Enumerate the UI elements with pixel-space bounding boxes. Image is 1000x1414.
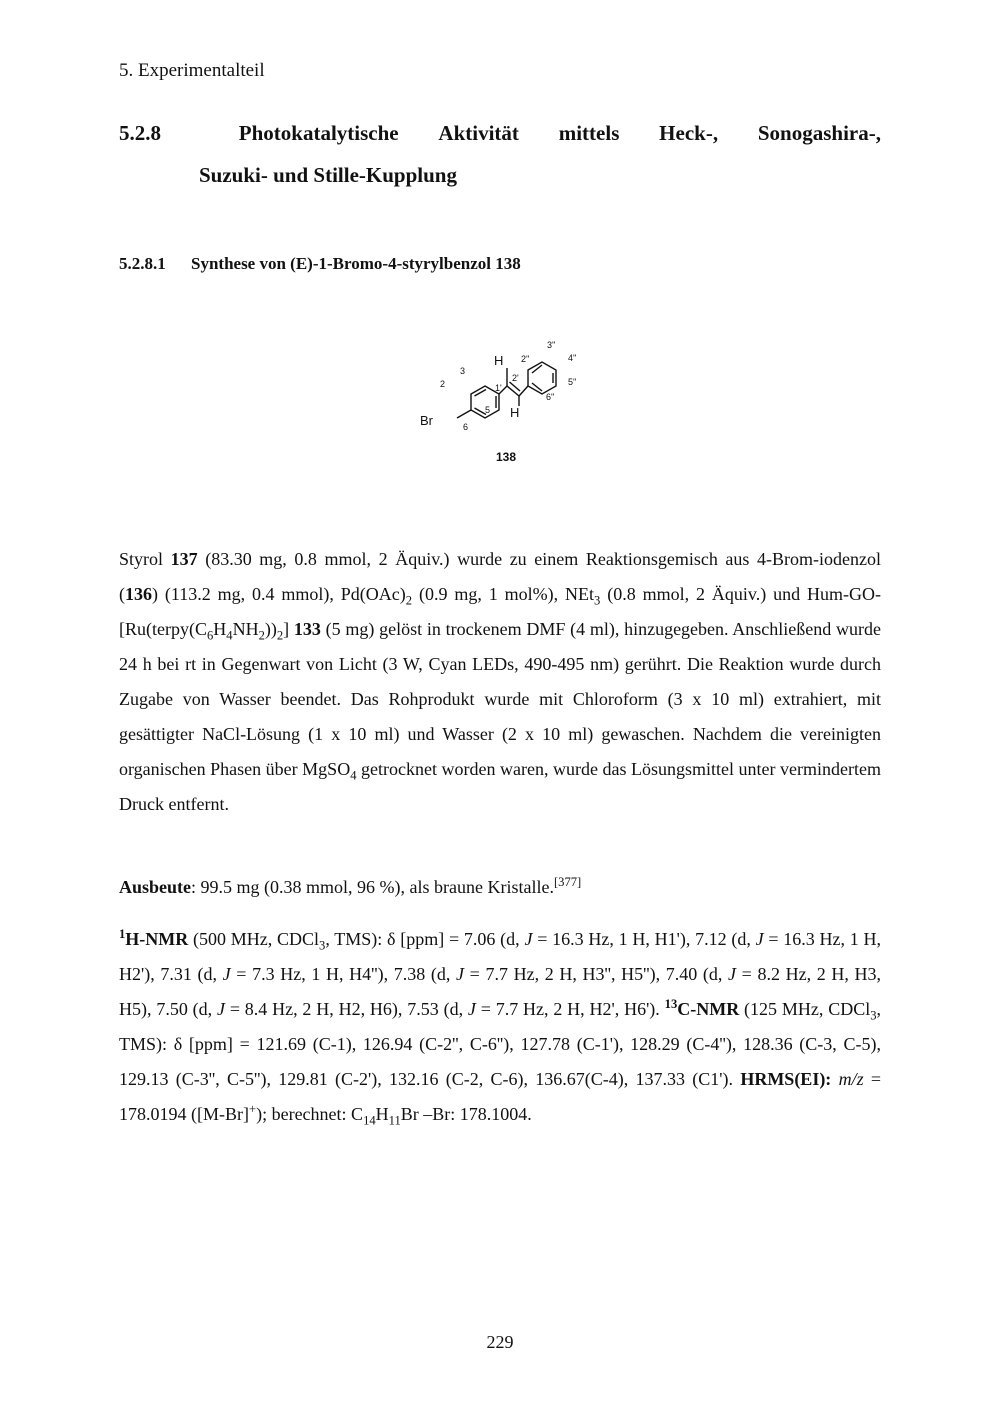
subscript: 3 [594, 593, 601, 608]
yield-label: Ausbeute [119, 877, 192, 897]
ms-label: HRMS(EI): [740, 1069, 832, 1089]
page-number: 229 [486, 1332, 514, 1352]
text: = 16.3 Hz, 1 H, H2'), 7.31 (d, [119, 929, 882, 984]
locant: 5 [485, 405, 491, 415]
superscript: 1 [119, 927, 126, 941]
nmr-label: H-NMR [125, 929, 189, 949]
text: = 16.3 Hz, 1 H, H1'), 7.12 (d, [532, 929, 756, 949]
text: ); berechnet: C [256, 1104, 364, 1124]
coupling-symbol: J [755, 929, 764, 949]
text: (5 mg) gelöst in trockenem DMF (4 ml), hinzugegeben. Anschließend wurde 24 h bei rt in Gegenwart von Licht (3 W, Cyan LEDs, 490-495 nm) gerührt. Die Reaktion wurde durch Zugabe von Wasser beendet. Das Rohprodukt wurde mit Chloroform (3 x 10 ml) extrahiert, mit gesättigter NaCl-Lösung (1 x 10 ml) und Wasser (2 x 10 ml) gewaschen. Nachdem die vereinigten organischen Phasen über MgSO [119, 619, 881, 779]
citation: [377] [553, 875, 582, 889]
yield-paragraph [119, 870, 881, 905]
text: = 7.3 Hz, 1 H, H4''), 7.38 (d, [230, 964, 457, 984]
nmr-label: C-NMR [677, 999, 740, 1019]
bromine-label: Br [420, 413, 433, 428]
subsection-title: Synthese von (E)-1-Bromo-4-styrylbenzol 138 [191, 254, 521, 273]
text: = 7.7 Hz, 2 H, H2', H6'). [475, 999, 665, 1019]
locant: 6'' [546, 392, 555, 402]
ring-b [528, 362, 556, 394]
coupling-symbol: J [456, 964, 465, 984]
text: ] [283, 619, 294, 639]
superscript: 13 [664, 997, 678, 1011]
subscript: 2 [405, 593, 413, 608]
subscript: 11 [388, 1113, 401, 1128]
text: , TMS): δ [ppm] = 121.69 (C-1), 126.94 (C-2'', C-6''), 127.78 (C-1'), 128.29 (C-4''), 128.36 (C-3, C-5), 129.13 (C-3'', C-5''), 129.81 (C-2'), 132.16 (C-2, C-6), 136.67(C-4), 137.33 (C1'). [119, 999, 881, 1089]
chemical-structure-figure [380, 330, 630, 470]
text: = 7.7 Hz, 2 H, H3'', H5''), 7.40 (d, [464, 964, 729, 984]
text: , TMS): δ [ppm] = 7.06 (d, [325, 929, 525, 949]
hydrogen-label: H [494, 353, 504, 368]
locant: 5'' [568, 377, 577, 387]
locant: 6 [463, 422, 469, 432]
vinyl-double-bond [507, 386, 519, 396]
locant: 3'' [547, 340, 556, 350]
subscript: 2 [258, 628, 265, 643]
text: (83.30 mg, 0.8 mmol, 2 Äquiv.) wurde zu einem Reaktionsgemisch aus 4-Brom-iodenzol ( [119, 549, 881, 604]
coupling-symbol: J [467, 999, 476, 1019]
coupling-symbol: J [728, 964, 737, 984]
section-title-word: Aktivität [438, 121, 519, 145]
section-number: 5.2.8 [119, 121, 161, 145]
subsection-number: 5.2.8.1 [119, 254, 166, 273]
c2p-c1pp-bond [519, 386, 528, 396]
coupling-symbol: J [524, 929, 533, 949]
section-heading [119, 119, 881, 189]
text: H [375, 1104, 389, 1124]
text: (125 MHz, CDCl [739, 999, 871, 1019]
subscript: 6 [206, 628, 214, 643]
locant: 3 [460, 366, 466, 376]
analytics-paragraph [119, 922, 881, 1132]
mz-symbol: m/z [838, 1069, 864, 1089]
text: (500 MHz, CDCl [188, 929, 320, 949]
structure-drawing [380, 330, 630, 470]
locant: 4'' [568, 353, 577, 363]
hydrogen-label: H [510, 405, 520, 420]
locant: 2 [440, 379, 446, 389]
section-title-word: Photokatalytische [238, 121, 399, 145]
text: Br –Br: 178.1004. [400, 1104, 532, 1124]
text: = 8.4 Hz, 2 H, H2, H6), 7.53 (d, [224, 999, 468, 1019]
section-title-word: Heck-, [659, 121, 719, 145]
c-br-bond [457, 410, 471, 418]
text: getrocknet worden waren, wurde das Lösungsmittel unter vermindertem Druck entfernt. [119, 759, 881, 814]
subscript: 3 [870, 1008, 877, 1023]
text: H [213, 619, 227, 639]
text: (0.9 mg, 1 mol%), NEt [412, 584, 595, 604]
section-title-line2: Suzuki- und Stille-Kupplung [199, 163, 457, 187]
text: Styrol [119, 549, 171, 569]
text: = 8.2 Hz, 2 H, H3, H5), 7.50 (d, [119, 964, 882, 1019]
text: : 99.5 mg (0.38 mmol, 96 %), als braune Kristalle. [191, 877, 554, 897]
section-title-word: Sonogashira-, [757, 121, 881, 145]
text: )) [264, 619, 277, 639]
subscript: 3 [319, 938, 326, 953]
superscript: + [248, 1102, 257, 1116]
subscript: 2 [276, 628, 284, 643]
text: ) (113.2 mg, 0.4 mmol), Pd(OAc) [152, 584, 406, 604]
text [831, 1069, 838, 1089]
atom-labels [420, 353, 519, 428]
coupling-symbol: J [222, 964, 231, 984]
locant: 2'' [521, 354, 530, 364]
subscript: 4 [226, 628, 233, 643]
ring-b-frame [528, 354, 570, 386]
section-title-word: mittels [558, 121, 620, 145]
locant: 1' [495, 383, 502, 393]
subsection-heading [119, 254, 521, 274]
text: NH [232, 619, 259, 639]
compound-number: 138 [496, 450, 517, 464]
subscript: 4 [350, 768, 357, 783]
text: = 178.0194 ([M-Br] [119, 1069, 882, 1124]
compound-ref: 133 [293, 619, 321, 639]
coupling-symbol: J [216, 999, 225, 1019]
subscript: 14 [363, 1113, 376, 1128]
text: (0.8 mmol, 2 Äquiv.) und Hum-GO-[Ru(terpy(C [119, 584, 881, 639]
procedure-paragraph [119, 542, 881, 822]
compound-ref: 137 [170, 549, 198, 569]
compound-ref: 136 [125, 584, 152, 604]
locant: 2' [512, 373, 519, 383]
running-header: 5. Experimentalteil [119, 60, 265, 81]
